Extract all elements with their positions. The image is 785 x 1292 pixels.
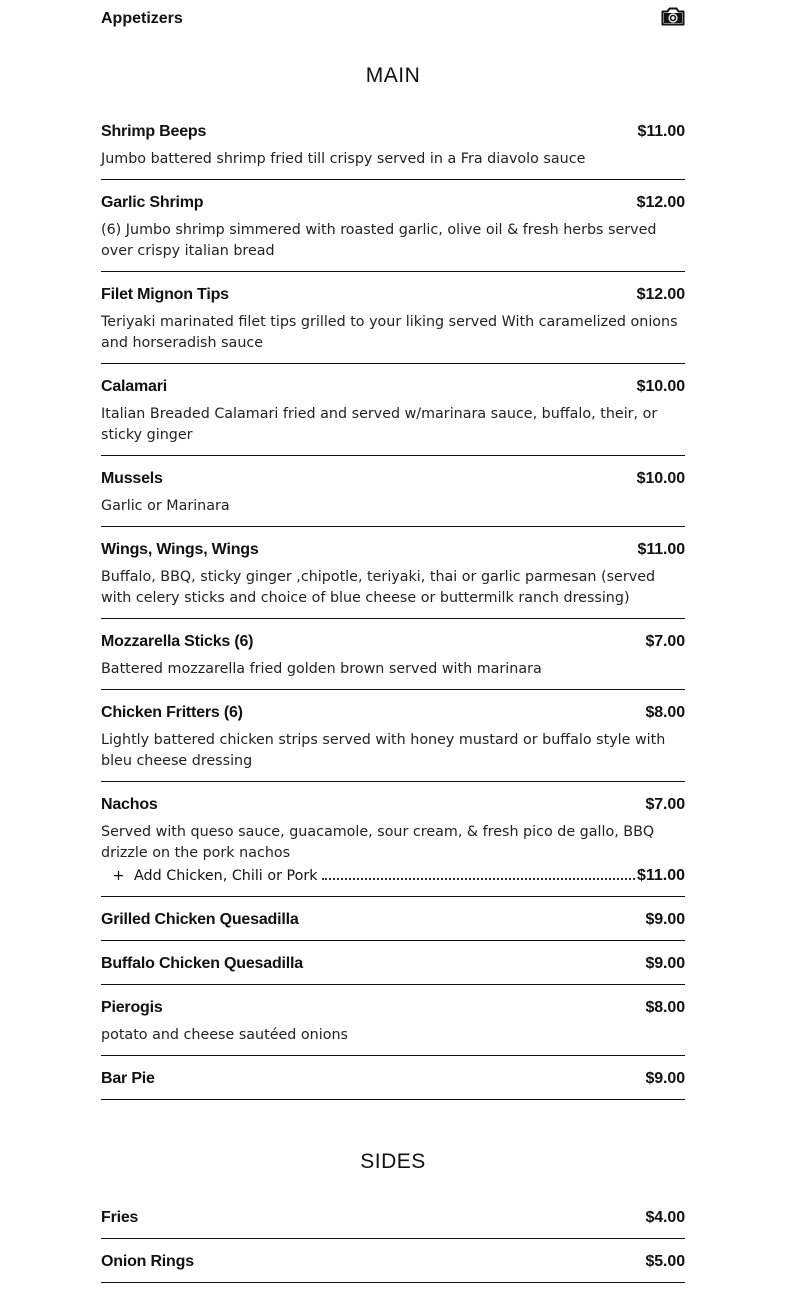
- menu-item-price: $7.00: [645, 633, 685, 650]
- menu-item-header: [101, 120, 685, 144]
- menu-item-header: [101, 375, 685, 399]
- menu-item[interactable]: [101, 467, 685, 527]
- camera-icon[interactable]: [661, 6, 685, 28]
- menu-item-description: Served with queso sauce, guacamole, sour cream, & fresh pico de gallo, BBQ drizzle on the pork nachos: [101, 824, 655, 861]
- menu-item-addon: [101, 865, 685, 887]
- menu-item-description: potato and cheese sautéed onions: [101, 1027, 348, 1043]
- menu-item-header: [101, 630, 685, 654]
- menu-item[interactable]: [101, 1206, 685, 1239]
- menu-item[interactable]: [101, 283, 685, 364]
- menu-item-header: [101, 283, 685, 307]
- menu-item-name: Filet Mignon Tips: [101, 286, 229, 303]
- dotted-leader: [322, 877, 635, 880]
- top-bar: [101, 0, 685, 40]
- menu-item-name: Chicken Fritters (6): [101, 704, 243, 721]
- menu-item-price: $12.00: [636, 286, 685, 303]
- sides-items-list: [101, 1206, 685, 1283]
- menu-item[interactable]: [101, 1067, 685, 1100]
- menu-item-description: Buffalo, BBQ, sticky ginger ,chipotle, teriyaki, thai or garlic parmesan (served with celery sticks and choice of blue cheese or buttermilk ranch dressing): [101, 569, 656, 606]
- menu-item-price: $9.00: [645, 955, 685, 972]
- menu-item[interactable]: [101, 191, 685, 272]
- menu-item-description: Battered mozzarella fried golden brown served with marinara: [101, 661, 542, 677]
- menu-item[interactable]: [101, 120, 685, 180]
- addon-label: Add Chicken, Chili or Pork: [134, 868, 318, 884]
- menu-item[interactable]: [101, 375, 685, 456]
- menu-item-name: Grilled Chicken Quesadilla: [101, 911, 299, 928]
- menu-item-header: [101, 701, 685, 725]
- menu-item-header: [101, 191, 685, 215]
- menu-item-price: $10.00: [636, 378, 685, 395]
- menu-item-description: Italian Breaded Calamari fried and served w/marinara sauce, buffalo, their, or sticky ginger: [101, 406, 658, 443]
- menu-item-header: [101, 793, 685, 817]
- menu-item-name: Mussels: [101, 470, 163, 487]
- menu-item-price: $4.00: [645, 1209, 685, 1226]
- menu-item-header: [101, 467, 685, 491]
- menu-item-price: $5.00: [645, 1253, 685, 1270]
- menu-item-name: Nachos: [101, 796, 158, 813]
- menu-item-price: $9.00: [645, 1070, 685, 1087]
- section-title-sides: SIDES: [360, 1150, 426, 1173]
- menu-item-header: [101, 1206, 685, 1230]
- menu-item-name: Garlic Shrimp: [101, 194, 204, 211]
- menu-item[interactable]: [101, 701, 685, 782]
- menu-item-name: Calamari: [101, 378, 167, 395]
- menu-item-name: Buffalo Chicken Quesadilla: [101, 955, 303, 972]
- menu-item-price: $11.00: [637, 123, 685, 140]
- menu-item-description: Teriyaki marinated filet tips grilled to your liking served With caramelized onions and horseradish sauce: [101, 314, 678, 351]
- menu-item-name: Fries: [101, 1209, 139, 1226]
- plus-icon: +: [112, 868, 125, 884]
- menu-item[interactable]: [101, 908, 685, 941]
- menu-item-description: (6) Jumbo shrimp simmered with roasted garlic, olive oil & fresh herbs served over crispy italian bread: [101, 222, 657, 259]
- menu-item[interactable]: [101, 538, 685, 619]
- menu-item-name: Bar Pie: [101, 1070, 155, 1087]
- menu-item[interactable]: [101, 1250, 685, 1283]
- menu-item[interactable]: [101, 996, 685, 1056]
- menu-item[interactable]: [101, 952, 685, 985]
- addon-price: $11.00: [636, 867, 685, 884]
- breadcrumb-appetizers[interactable]: Appetizers: [101, 10, 183, 27]
- menu-item-name: Onion Rings: [101, 1253, 194, 1270]
- menu-item-header: [101, 1250, 685, 1274]
- menu-item-price: $11.00: [637, 541, 685, 558]
- menu-item-name: Mozzarella Sticks (6): [101, 633, 254, 650]
- menu-item[interactable]: [101, 793, 685, 897]
- menu-item-header: [101, 952, 685, 976]
- menu-item-price: $8.00: [645, 704, 685, 721]
- menu-item-header: [101, 996, 685, 1020]
- section-title-main: MAIN: [365, 64, 421, 87]
- menu-item-name: Wings, Wings, Wings: [101, 541, 259, 558]
- menu-item-price: $10.00: [636, 470, 685, 487]
- menu-item-name: Shrimp Beeps: [101, 123, 207, 140]
- menu-item-price: $8.00: [645, 999, 685, 1016]
- menu-item-price: $12.00: [636, 194, 685, 211]
- menu-item-description: Lightly battered chicken strips served with honey mustard or buffalo style with bleu cheese dressing: [101, 732, 666, 769]
- menu-item-description: Garlic or Marinara: [101, 498, 230, 514]
- menu-item[interactable]: [101, 630, 685, 690]
- menu-item-header: [101, 908, 685, 932]
- menu-item-header: [101, 1067, 685, 1091]
- menu-item-description: Jumbo battered shrimp fried till crispy served in a Fra diavolo sauce: [101, 151, 586, 167]
- menu-page: [101, 0, 685, 1283]
- menu-item-header: [101, 538, 685, 562]
- main-items-list: [101, 120, 685, 1100]
- menu-item-name: Pierogis: [101, 999, 163, 1016]
- menu-item-price: $7.00: [645, 796, 685, 813]
- menu-item-price: $9.00: [645, 911, 685, 928]
